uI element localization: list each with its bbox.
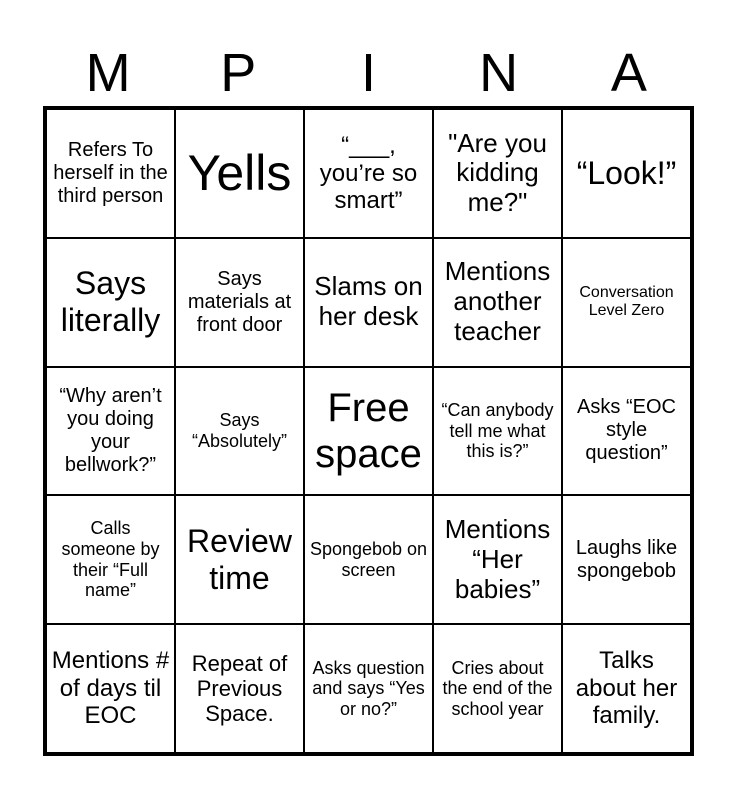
- bingo-cell[interactable]: [433, 495, 562, 624]
- bingo-cell[interactable]: [175, 109, 304, 238]
- header-letter-a: A: [610, 43, 647, 103]
- cell-text: Calls someone by their “Full name”: [61, 518, 160, 601]
- header-letter-i: I: [360, 43, 376, 103]
- cell-text: Asks question and says “Yes or no?”: [312, 657, 425, 719]
- bingo-board: [43, 106, 694, 756]
- bingo-cell free-space[interactable]: [304, 367, 433, 496]
- bingo-cell[interactable]: [46, 367, 175, 496]
- bingo-cell[interactable]: [175, 238, 304, 367]
- cell-text: Says “Absolutely”: [191, 410, 288, 451]
- cell-text: Laughs like spongebob: [575, 536, 678, 582]
- bingo-cell[interactable]: [562, 495, 691, 624]
- cell-text: Mentions another teacher: [444, 256, 551, 347]
- cell-text: Refers To herself in the third person: [53, 138, 168, 207]
- cell-text: Spongebob on screen: [309, 539, 428, 580]
- bingo-cell[interactable]: [46, 109, 175, 238]
- cell-text: Review time: [187, 522, 292, 596]
- bingo-cell[interactable]: [304, 238, 433, 367]
- cell-text: Says materials at front door: [187, 267, 292, 336]
- cell-text: Yells: [187, 144, 292, 201]
- cell-text: Conversation Level Zero: [579, 283, 674, 320]
- header-letter-p: P: [220, 43, 257, 103]
- bingo-cell[interactable]: [46, 238, 175, 367]
- bingo-cell[interactable]: [46, 495, 175, 624]
- cell-text: “Look!”: [576, 155, 677, 191]
- cell-text: Cries about the end of the school year: [442, 657, 553, 719]
- bingo-cell[interactable]: [562, 624, 691, 753]
- cell-text: Repeat of Previous Space.: [191, 650, 288, 727]
- cell-text: Slams on her desk: [314, 271, 423, 332]
- cell-text: “Why aren’t you doing your bellwork?”: [59, 384, 162, 476]
- bingo-cell[interactable]: [46, 624, 175, 753]
- bingo-cell[interactable]: [433, 238, 562, 367]
- bingo-cell[interactable]: [175, 367, 304, 496]
- bingo-cell[interactable]: [433, 624, 562, 753]
- bingo-cell[interactable]: [304, 495, 433, 624]
- cell-text: “Can anybody tell me what this is?”: [441, 399, 554, 462]
- cell-text: “___, you’re so smart”: [319, 132, 418, 215]
- cell-text: "Are you kidding me?": [448, 127, 547, 218]
- cell-text: Says literally: [60, 265, 161, 339]
- cell-text: Asks “EOC style question”: [577, 396, 676, 465]
- cell-text: Mentions “Her babies”: [444, 513, 551, 604]
- cell-text: Talks about her family.: [575, 647, 678, 730]
- bingo-cell[interactable]: [304, 624, 433, 753]
- bingo-cell[interactable]: [562, 367, 691, 496]
- header-letter-m: M: [85, 43, 131, 103]
- free-space-text: Free space: [315, 385, 422, 476]
- bingo-cell[interactable]: [562, 238, 691, 367]
- cell-text: Mentions # of days til EOC: [51, 647, 170, 730]
- bingo-header: [43, 40, 694, 106]
- bingo-cell[interactable]: [304, 109, 433, 238]
- bingo-cell[interactable]: [175, 624, 304, 753]
- bingo-cell[interactable]: [175, 495, 304, 624]
- bingo-cell[interactable]: [562, 109, 691, 238]
- bingo-cell[interactable]: [433, 109, 562, 238]
- header-letter-n: N: [479, 43, 519, 103]
- bingo-cell[interactable]: [433, 367, 562, 496]
